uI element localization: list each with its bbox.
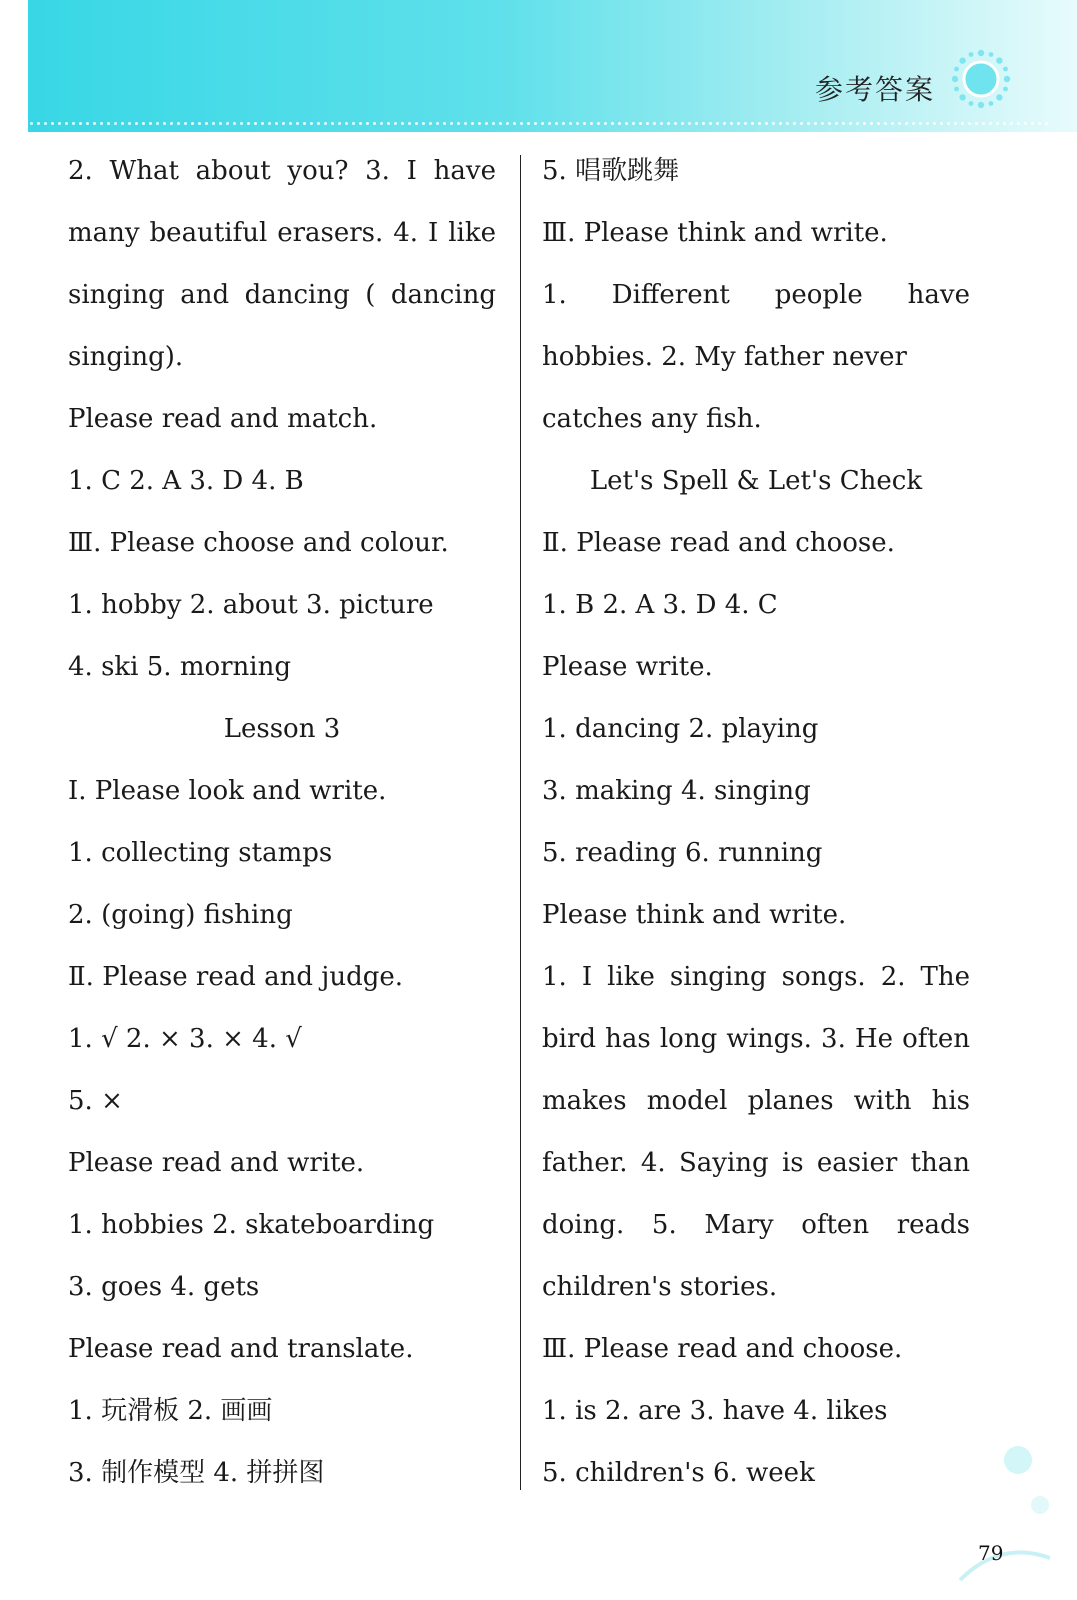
right-answer-line: 5. reading 6. running [542, 838, 823, 868]
right-answer-line: bird has long wings. 3. He often [542, 1024, 970, 1054]
left-answer-line: 3. goes 4. gets [68, 1272, 260, 1302]
answer-column-right [542, 140, 970, 1504]
right-answer-line: children's stories. [542, 1272, 778, 1302]
left-answer-line: Please read and match. [68, 404, 378, 434]
page-header-title: 参考答案 [814, 73, 935, 106]
header-band [28, 0, 1077, 132]
right-answer-line: 3. making 4. singing [542, 776, 811, 806]
right-answer-line: 1. Different people have [542, 280, 970, 310]
header-dot-strip [28, 120, 1048, 128]
left-answer-line: 1. hobbies 2. skateboarding [68, 1210, 435, 1240]
left-answer-line: Ⅲ. Please choose and colour. [68, 528, 449, 558]
right-answer-line: 1. I like singing songs. 2. The [542, 962, 970, 992]
right-answer-line: father. 4. Saying is easier than [542, 1148, 970, 1178]
right-answer-line: catches any fish. [542, 404, 762, 434]
sun-icon [950, 48, 1012, 110]
column-divider [520, 155, 521, 1490]
right-answer-line: 5. 唱歌跳舞 [542, 156, 680, 186]
left-answer-line: 2. (going) fishing [68, 900, 293, 930]
right-answer-line: Let's Spell & Let's Check [589, 466, 923, 496]
left-answer-line: 2. What about you? 3. I have [68, 156, 496, 186]
right-answer-line: Please write. [542, 652, 713, 682]
right-answer-line: makes model planes with his [542, 1086, 970, 1116]
left-answer-line: 1. 玩滑板 2. 画画 [68, 1396, 273, 1426]
left-answer-line: 1. √ 2. × 3. × 4. √ [68, 1024, 302, 1054]
right-answer-line: 1. dancing 2. playing [542, 714, 819, 744]
right-answer-line: Please think and write. [542, 900, 847, 930]
left-answer-line: Lesson 3 [223, 714, 341, 744]
right-answer-line: 1. B 2. A 3. D 4. C [542, 590, 778, 620]
left-answer-line: Ⅱ. Please read and judge. [68, 962, 404, 992]
left-answer-line: 4. ski 5. morning [68, 652, 292, 682]
left-answer-line: many beautiful erasers. 4. I like [68, 218, 496, 248]
right-answer-line: Ⅱ. Please read and choose. [542, 528, 895, 558]
page-number: 79 [978, 1541, 1004, 1565]
left-answer-line: Please read and write. [68, 1148, 365, 1178]
right-answer-line: hobbies. 2. My father never [542, 342, 907, 372]
answer-column-left [68, 140, 496, 1504]
right-answer-line: 5. children's 6. week [542, 1458, 815, 1488]
left-answer-line: Please read and translate. [68, 1334, 414, 1364]
left-answer-line: Ⅰ. Please look and write. [68, 776, 387, 806]
left-answer-line: 5. × [68, 1086, 123, 1116]
right-answer-line: 1. is 2. are 3. have 4. likes [542, 1396, 888, 1426]
left-answer-line: 1. C 2. A 3. D 4. B [68, 466, 304, 496]
left-answer-line: singing and dancing ( dancing [68, 280, 496, 310]
corner-decoration [900, 1430, 1077, 1600]
left-answer-line: 1. collecting stamps [68, 838, 333, 868]
left-answer-line: 3. 制作模型 4. 拼拼图 [68, 1458, 325, 1488]
right-answer-line: Ⅲ. Please think and write. [542, 218, 888, 248]
right-answer-line: Ⅲ. Please read and choose. [542, 1334, 903, 1364]
left-answer-line: singing). [68, 342, 184, 372]
right-answer-line: doing. 5. Mary often reads [542, 1210, 970, 1240]
left-answer-line: 1. hobby 2. about 3. picture [68, 590, 434, 620]
